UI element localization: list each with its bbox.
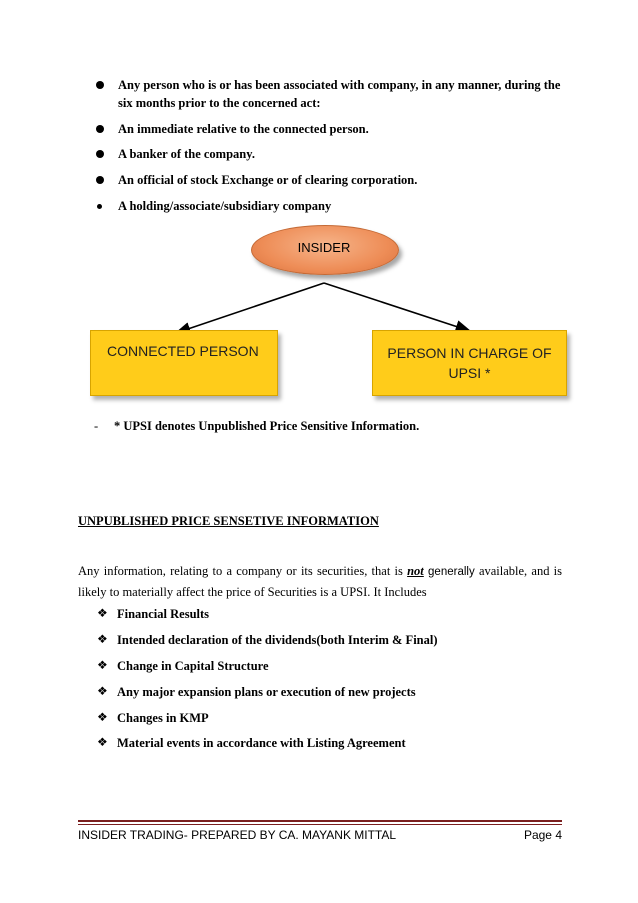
person-in-charge-label: PERSON IN CHARGE OF UPSI *	[387, 345, 552, 381]
diamond-bullet-icon: ❖	[97, 735, 108, 749]
insider-node-label: INSIDER	[297, 240, 351, 255]
list-item-text: Change in Capital Structure	[117, 659, 269, 673]
section-heading: UNPUBLISHED PRICE SENSETIVE INFORMATION	[78, 514, 379, 528]
list-item-text: Intended declaration of the dividends(both Interim & Final)	[117, 633, 438, 647]
diamond-bullet-icon: ❖	[97, 684, 108, 698]
note-text: * UPSI denotes Unpublished Price Sensitive Information.	[114, 419, 420, 433]
note-dash: -	[94, 419, 99, 433]
list-item-text: Any major expansion plans or execution of new projects	[117, 685, 416, 699]
list-item-text: An immediate relative to the connected person.	[118, 122, 369, 136]
section-paragraph	[78, 561, 562, 602]
diamond-bullet-icon: ❖	[97, 606, 108, 620]
list-item-text: Changes in KMP	[117, 711, 209, 725]
connected-person-box	[90, 330, 278, 396]
person-in-charge-box	[372, 330, 567, 396]
arrow-to-person-in-charge	[324, 283, 470, 331]
paragraph-part1: Any information, relating to a company or its securities, that is	[78, 564, 403, 578]
list-item-text: Financial Results	[117, 607, 210, 621]
paragraph-generally: generally	[428, 566, 475, 578]
footer-rule-thin	[78, 824, 562, 825]
list-item-text: Any person who is or has been associated with company, in any manner, during the six months prior to the concerned act:	[118, 78, 561, 110]
diamond-bullet-icon: ❖	[97, 632, 108, 646]
footer-rule	[78, 820, 562, 822]
diamond-bullet-icon: ❖	[97, 710, 108, 724]
page-number: Page 4	[523, 828, 562, 842]
diamond-bullet-icon: ❖	[97, 658, 108, 672]
list-item-text: A holding/associate/subsidiary company	[118, 199, 332, 213]
paragraph-part2: available, and is likely to materially affect the price of Securities is a UPSI. It Includes	[78, 564, 563, 599]
connected-person-label: CONNECTED PERSON	[107, 343, 259, 359]
arrow-to-connected-person	[176, 283, 324, 333]
list-item-text: Material events in accordance with Listing Agreement	[117, 736, 406, 750]
list-item-text: An official of stock Exchange or of clearing corporation.	[118, 173, 418, 187]
footer-title: INSIDER TRADING- PREPARED BY CA. MAYANK MITTAL	[78, 828, 397, 842]
paragraph-not: not	[407, 564, 424, 578]
list-item-text: A banker of the company.	[118, 147, 255, 161]
